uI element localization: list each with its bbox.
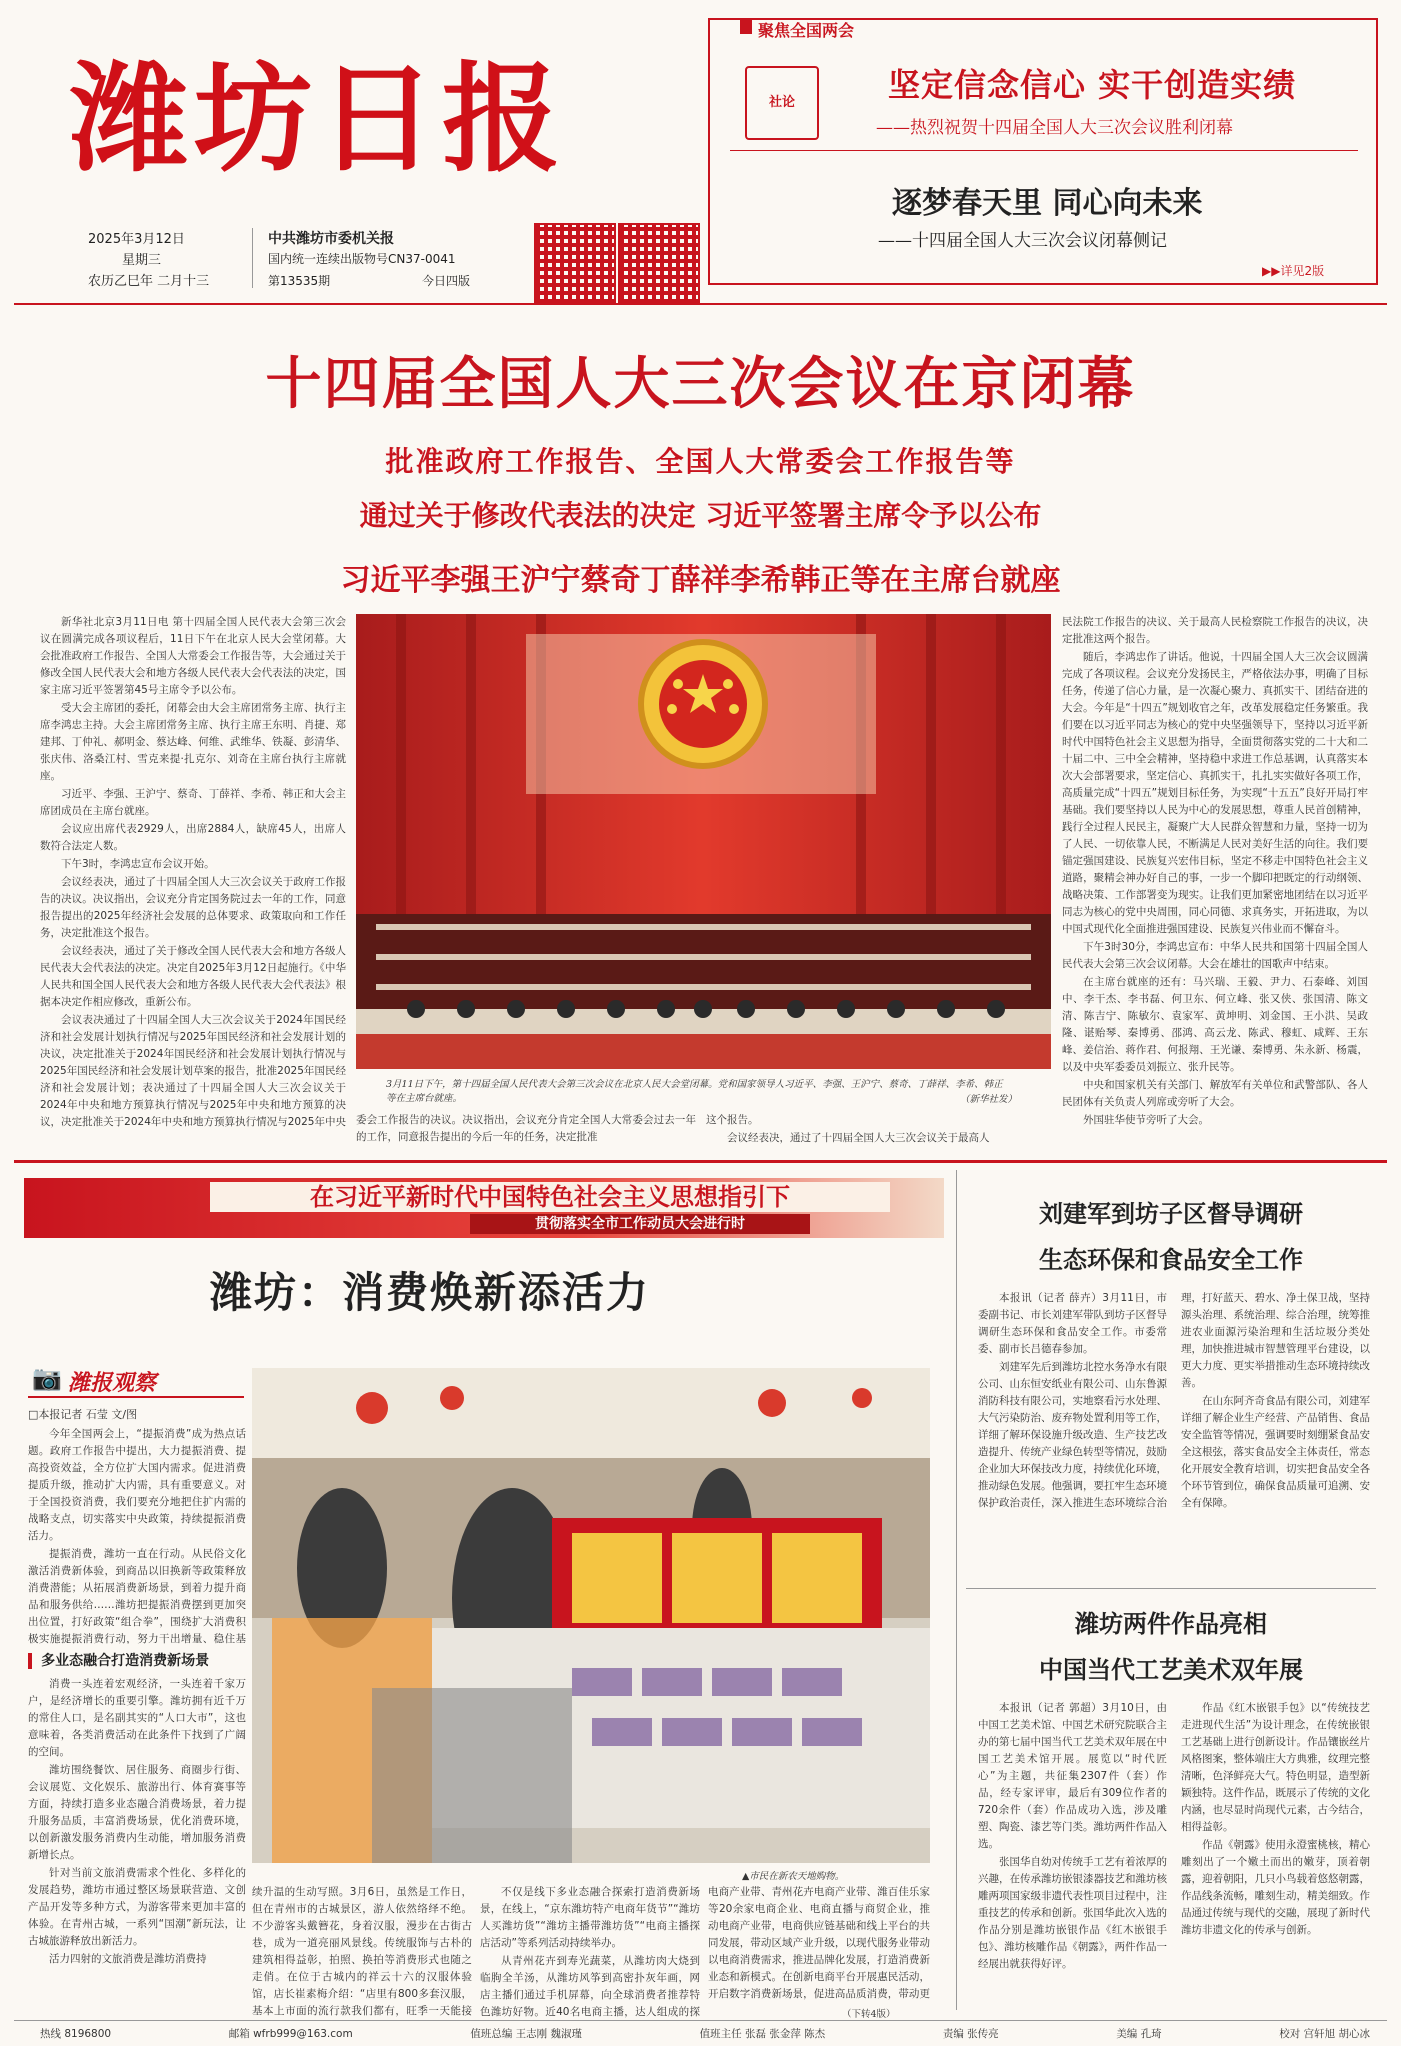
feature-column-3 — [480, 1884, 700, 2019]
theme-banner-subtitle: 贯彻落实全市工作动员大会进行时 — [470, 1214, 810, 1234]
paragraph: 会议经表决，通过了十四届全国人大三次会议关于政府工作报告的决议。决议指出，会议充分肯定国务院过去一年的工作，同意报告提出的2025年经济社会发展的总体要求、政策取向和工作任务，决定批准这个报告。 — [40, 876, 346, 939]
qr-code-icon — [534, 223, 616, 305]
subhead-marker-icon — [28, 1653, 32, 1669]
divider — [966, 1588, 1376, 1589]
feature-photo[interactable] — [252, 1368, 930, 1863]
editorial-title[interactable]: 坚定信念信心 实干创造实绩 — [888, 66, 1297, 104]
paragraph: 潍坊围绕餐饮、居住服务、商圈步行街、会议展览、文化娱乐、旅游出行、体育赛事等方面，持续打造多业态融合消费场景，着力提升服务品质，丰富消费场景，优化消费环境，以创新激发服务消费内生动能，增加服务消费新增长点。 — [28, 1764, 246, 1861]
story1-body — [978, 1290, 1370, 1576]
divider — [14, 1160, 1387, 1163]
footer-bar — [40, 2026, 1370, 2041]
section-label: 聚焦全国两会 — [758, 21, 855, 40]
lead-column-mid-1 — [356, 1112, 696, 1146]
paragraph: 在山东阿齐奇食品有限公司，刘建军详细了解企业生产经营、产品销售、食品安全监管等情况，强调要时刻绷紧食品安全这根弦，落实食品安全主体责任，常态化开展安全教育培训，切实把食品安全各个环节管到位，确保食品质量可追溯、安全有保障。 — [1181, 1395, 1370, 1509]
paragraph: 会议表决通过了十四届全国人大三次会议关于2024年国民经济和社会发展计划执行情况与2025年国民经济和社会发展计划的决议，决定批准关于2024年国民经济和社会发展计划执行情况与2025年国民经济和社会发展计划草案的报告，批准2025年国民经济和社会发展计划；表决通过了十四届全国人大三次会议关于2024年中央和地方预算执行情况与2025年中央和地方预算的决议，决定批准关于2024年中央和地方预算执行情况与2025年中央 — [40, 1014, 346, 1128]
paragraph: 外国驻华使节旁听了大会。 — [1083, 1114, 1209, 1126]
lead-headline[interactable]: 十四届全国人大三次会议在京闭幕 — [265, 351, 1136, 417]
masthead-title: 潍坊日报 — [70, 49, 567, 188]
footer-hotline: 热线 8196800 — [40, 2028, 112, 2040]
paragraph: 民法院工作报告的决议、关于最高人民检察院工作报告的决议，决定批准这两个报告。 — [1062, 616, 1368, 645]
feature-column-1 — [28, 1426, 246, 1644]
feature-column-2 — [252, 1884, 472, 2019]
story1-title-line1[interactable]: 刘建军到坊子区督导调研 — [1039, 1199, 1303, 1228]
feature-photo-caption: ▲市民在新农天地购物。 — [742, 1871, 845, 1882]
footer-email[interactable]: 邮箱 wfrb999@163.com — [228, 2028, 353, 2040]
paragraph: 本报讯（记者 郭超）3月10日，由中国工艺美术馆、中国艺术研究院联合主办的第七届中国当代工艺美术双年展在中国工艺美术馆开展。展览以“时代匠心”为主题，共征集2307件（套）作品，经专家评审，最后有309位作者的720余件（套）作品成功入选，涉及雕塑、陶瓷、漆艺等门类。潍坊两件作品入选。 — [978, 1702, 1167, 1850]
page-count: 今日四版 — [422, 274, 471, 288]
story2-title-line2[interactable]: 中国当代工艺美术双年展 — [1039, 1655, 1303, 1684]
issue-number: 第13535期 — [268, 274, 331, 288]
footer-chief-editor: 值班总编 王志刚 魏淑瑾 — [470, 2028, 583, 2040]
lead-column-mid-2 — [706, 1112, 1051, 1146]
qr-code-icon — [618, 223, 700, 305]
paragraph: 电商产业带、青州花卉电商产业带、潍百佳乐家等20余家电商企业、电商直播与商贸企业，推动电商产业带，电商供应链基础和线上平台的共同发展，带动区域产业升级，以现代服务业带动以电商消费需求，推进品牌化发展，打造消费新业态和新模式。在创新电商平台开展惠民活动，开启数字消费新场景，促进高品质消费，带动更 — [708, 1886, 930, 2000]
paragraph: 习近平、李强、王沪宁、蔡奇、丁薛祥、李希、韩正和大会主席团成员在主席台就座。 — [40, 788, 346, 817]
lunar-date: 农历乙巳年 二月十三 — [88, 274, 210, 289]
paragraph: 中央和国家机关有关部门、解放军有关单位和武警部队、各人民团体有关负责人列席或旁听了大会。 — [1062, 1079, 1368, 1108]
paragraph: 新华社北京3月11日电 第十四届全国人民代表大会第三次会议在圆满完成各项议程后，11日下午在北京人民大会堂闭幕。大会批准政府工作报告、全国人大常委会工作报告等，大会通过关于修改全国人民代表大会和地方各级人民代表大会代表法的决定，国家主席习近平签署第45号主席令予以公布。 — [40, 616, 346, 696]
divider — [252, 228, 253, 288]
divider — [956, 1170, 957, 2010]
lead-photo-caption: 3月11日下午，第十四届全国人民代表大会第三次会议在北京人民大会堂闭幕。党和国家领导人习近平、李强、王沪宁、蔡奇、丁薛祥、李希、韩正等在主席台就座。 — [386, 1079, 1003, 1104]
supermarket-image — [252, 1368, 930, 1863]
theme-banner-title: 在习近平新时代中国特色社会主义思想指引下 — [210, 1182, 890, 1212]
paragraph: 张国华自幼对传统手工艺有着浓厚的兴趣，在传承潍坊嵌银漆器技艺和潍坊核雕两项国家级非遗代表性项目过程中，注重技艺的传承和创新。张国华此次入选的作品分别是潍坊嵌银作品《红木嵌银手包》、潍坊核雕作品《朝露》，两件作品一经展出就获得好评。 — [978, 1856, 1167, 1970]
column-logo — [28, 1360, 244, 1398]
feature-byline: □本报记者 石莹 文/图 — [28, 1408, 138, 1421]
lead-subheadline-1: 批准政府工作报告、全国人大常委会工作报告等 — [385, 445, 1016, 478]
assembly-hall-image — [356, 614, 1051, 1069]
subhead-text: 多业态融合打造消费新场景 — [41, 1653, 210, 1669]
photo-credit: （新华社发） — [960, 1094, 1018, 1105]
feature-subhead — [28, 1650, 246, 1672]
paragraph: 今年全国两会上，“提振消费”成为热点话题。政府工作报告中提出，大力提振消费、提高投资效益，全方位扩大国内需求。促进消费提质升级，推动扩大内需，具有重要意义。对于全国投资消费，我们要充分地把住扩内需的战略支点，切实落实中央政策，持续提振消费活力。 — [28, 1428, 246, 1542]
paragraph: 不仅是线下多业态融合探索打造消费新场景，在线上，“京东潍坊特产电商年货节”“潍坊人买潍坊货”“潍坊主播带潍坊货”“电商主播探店活动”等系列活动持续举办。 — [480, 1886, 700, 1949]
side-story-subtitle: ——十四届全国人大三次会议闭幕侧记 — [878, 231, 1167, 251]
lead-subheadline-3: 习近平李强王沪宁蔡奇丁薛祥李希韩正等在主席台就座 — [340, 563, 1061, 598]
divider — [14, 303, 1387, 305]
divider — [730, 150, 1358, 151]
lead-column-left — [40, 614, 346, 1129]
column-logo-text: 潍报观察 — [68, 1370, 157, 1396]
see-page-link[interactable]: ▶▶详见2版 — [1262, 264, 1325, 278]
story2-title-line1[interactable]: 潍坊两件作品亮相 — [1075, 1609, 1267, 1638]
paragraph: 活力四射的文旅消费是潍坊消费持 — [49, 1953, 207, 1965]
editorial-subtitle: ——热烈祝贺十四届全国人大三次会议胜利闭幕 — [876, 118, 1233, 138]
see-page-label: 详见2版 — [1280, 264, 1325, 278]
paragraph: 续升温的生动写照。3月6日，虽然是工作日，但在青州市的古城景区，游人依然络绎不绝。不少游客头戴簪花，身着汉服，漫步在古街古巷，成为一道亮丽风景线。传统服饰与古朴的建筑相得益彰，拍照、换拍等消费形式也随之走俏。在位于古城内的祥云十六的汉服体验馆，店长崔素梅介绍：“店里有800多套汉服，基本上市面的流行款我们都有，旺季一天能接 — [252, 1886, 472, 2017]
paragraph: 本报讯（记者 薛卉）3月11日，市委副书记、市长刘建军带队到坊子区督导调研生态环保和食品安全工作。市委常委、副市长吕德春参加。 — [978, 1292, 1167, 1355]
paragraph: 会议经表决，通过了关于修改全国人民代表大会和地方各级人民代表大会代表法的决定。决定自2025年3月12日起施行。《中华人民共和国全国人民代表大会和地方各级人民代表大会代表法》根据本决定作相应修改，重新公布。 — [40, 945, 346, 1008]
paragraph: 会议应出席代表2929人，出席2884人，缺席45人，出席人数符合法定人数。 — [40, 823, 346, 852]
org-name: 中共潍坊市委机关报 — [268, 231, 394, 247]
paragraph: 受大会主席团的委托，闭幕会由大会主席团常务主席、执行主席李鸿忠主持。大会主席团常务主席、执行主席王东明、肖捷、郑建邦、丁仲礼、郝明金、蔡达峰、何维、武维华、铁凝、彭清华、张庆伟、洛桑江村、雪克来提·扎克尔、刘奇在主席台执行主席就座。 — [40, 702, 346, 782]
weekday: 星期三 — [122, 253, 162, 268]
footer-proofreader: 校对 宫轩旭 胡心冰 — [1279, 2028, 1370, 2040]
feature-headline[interactable]: 潍坊：消费焕新添活力 — [210, 1268, 651, 1317]
footer-editor: 责编 张传亮 — [942, 2028, 999, 2040]
editorial-stamp: 社论 — [745, 66, 819, 140]
paragraph: 下午3时，李鸿忠宣布会议开始。 — [61, 858, 215, 870]
paragraph: 作品《朝露》使用永澄蜜桃核，精心雕刻出了一个嫩土而出的嫩芽，顶着朝露，迎着朝阳，几只小鸟载着悠悠朝露，作品线条流畅，雕刻生动，精美细致。作品通过传统与现代的交融，展现了新时代潍坊非遗文化的传承与创新。 — [1181, 1839, 1370, 1936]
paragraph: 这个报告。 — [706, 1114, 759, 1126]
paragraph: 针对当前文旅消费需求个性化、多样化的发展趋势，潍坊市通过整区场景联营造、文创产品开发等多种方式，为游客带来更加丰富的体验。在青州古城，一系列“国潮”新玩法，让古城旅游释放出新活力。 — [28, 1867, 246, 1947]
footer-duty-director: 值班主任 张磊 张金萍 陈杰 — [699, 2028, 826, 2040]
paragraph: 下午3时30分，李鸿忠宣布：中华人民共和国第十四届全国人民代表大会第三次会议闭幕。大会在雄壮的国歌声中结束。 — [1062, 941, 1368, 970]
feature-column-1b — [28, 1676, 246, 1996]
lead-subheadline-2: 通过关于修改代表法的决定 习近平签署主席令予以公布 — [359, 499, 1042, 532]
paragraph: 从青州花卉到寿光蔬菜，从潍坊肉大烧到临朐全羊汤，从潍坊风筝到高密扑灰年画，网店主播们通过手机屏幕，向全球消费者推荐特色潍坊好物。近40名电商主播，达人组成的探 — [480, 1955, 700, 2018]
lead-photo[interactable] — [356, 614, 1051, 1069]
footer-designer: 美编 孔琦 — [1116, 2028, 1162, 2040]
paragraph: 在主席台就座的还有：马兴瑞、王毅、尹力、石泰峰、刘国中、李干杰、李书磊、何卫东、何立峰、张又侠、张国清、陈文清、陈吉宁、陈敏尔、袁家军、黄坤明、刘金国、王小洪、吴政隆、谌贻琴、秦博勇、邵鸿、高云龙、陈武、穆虹、咸辉、王东峰、姜信治、蒋作君、何报翔、王光谦、秦博勇、朱永新、杨震，以及中央军委委员刘振立、张升民等。 — [1062, 976, 1368, 1073]
divider — [14, 2020, 1387, 2021]
paragraph: 消费一头连着宏观经济，一头连着千家万户，是经济增长的重要引擎。潍坊拥有近千万的常住人口，是名副其实的“人口大市”，这也意味着，各类消费活动在此条件下找到了广阔的空间。 — [28, 1678, 246, 1758]
camera-icon: 📷 — [32, 1364, 62, 1392]
paragraph: 作品《红木嵌银手包》以“传统技艺走进现代生活”为设计理念，在传统嵌银工艺基础上进行创新设计。作品镶嵌丝片风格图案，整体端庄大方典雅，纹理完整清晰，色泽鲜亮大气。特色明显，造型新颖独特。这件作品，既展示了传统的文化内涵，也尽显时尚现代元素，古今结合，相得益彰。 — [1181, 1702, 1370, 1833]
continued-note[interactable]: （下转4版） — [842, 2009, 896, 2020]
paragraph: 刘建军先后到潍坊北控水务净水有限公司、山东恒安纸业有限公司、山东鲁源消防科技有限公司，实地察看污水处理、大气污染防治、废弃物处置利用等工作，详细了解环保设施升级改造、生产技艺改造提升、传统产业绿色转型等情况，鼓励企业加大环保技改力度，持续优化环境，推动绿色发展。他强调，要扛牢生态环境保护政治责任，深入推进生态环境综合治理，打好蓝天、碧水、净土保卫战，坚持源头治理、系统治理、综合治理，统筹推进农业面源污染治理和生活垃圾分类处理，加快推进城市智慧管理平台建设，以更大力度、更实举措推动生态环境持续改善。 — [978, 1292, 1370, 1509]
paragraph: 委会工作报告的决议。决议指出，会议充分肯定全国人大常委会过去一年的工作，同意报告提出的今后一年的任务，决定批准 — [356, 1114, 696, 1143]
feature-column-4 — [708, 1884, 930, 2004]
story2-body — [978, 1700, 1370, 2008]
section-marker-icon — [740, 20, 752, 34]
paragraph: 会议经表决，通过了十四届全国人大三次会议关于最高人 — [727, 1132, 990, 1144]
lead-column-right — [1062, 614, 1368, 1146]
cn-number: 国内统一连续出版物号CN37-0041 — [268, 252, 456, 266]
date: 2025年3月12日 — [88, 232, 185, 247]
story1-title-line2[interactable]: 生态环保和食品安全工作 — [1039, 1245, 1303, 1274]
side-story-title[interactable]: 逐梦春天里 同心向未来 — [892, 186, 1203, 221]
paragraph: 随后，李鸿忠作了讲话。他说，十四届全国人大三次会议圆满完成了各项议程。会议充分发扬民主，严格依法办事，明确了目标任务，传递了信心力量，是一次凝心聚力、真抓实干、团结奋进的大会。今年是“十四五”规划收官之年，改革发展稳定任务繁重。我们要在以习近平同志为核心的党中央坚强领导下，坚持以习近平新时代中国特色社会主义思想为指导，全面贯彻落实党的二十大和二十届二中、三中全会精神，坚持稳中求进工作总基调，认真落实本次大会部署要求，坚定信心、真抓实干，扎扎实实做好各项工作，高质量完成“十四五”规划目标任务，为实现“十五五”良好开局打牢基础。我们要坚持以人民为中心的发展思想，尊重人民首创精神，践行全过程人民民主，凝聚广大人民群众智慧和力量，坚持一切为了人民、一切依靠人民，不断满足人民对美好生活的向往。我们要锚定强国建设、民族复兴宏伟目标，坚定不移走中国特色社会主义道路，聚精会神办好自己的事，一步一个脚印把既定的行动纲领、战略决策、工作部署变为现实。让我们更加紧密地团结在以习近平同志为核心的党中央周围，同心同德、求真务实，开拓进取，为以中国式现代化全面推进强国建设、民族复兴伟业而不懈奋斗。 — [1062, 651, 1368, 935]
paragraph: 提振消费，潍坊一直在行动。从民俗文化激活消费新体验，到商品以旧换新等政策释放消费潜能；从拓展消费新场景，到着力提升商品和服务供给……潍坊把提振消费摆到更加突出位置，打好政策“组合拳”，围绕扩大消费积极实施提振消费行动，努力干出增量、稳住基 — [28, 1548, 246, 1644]
